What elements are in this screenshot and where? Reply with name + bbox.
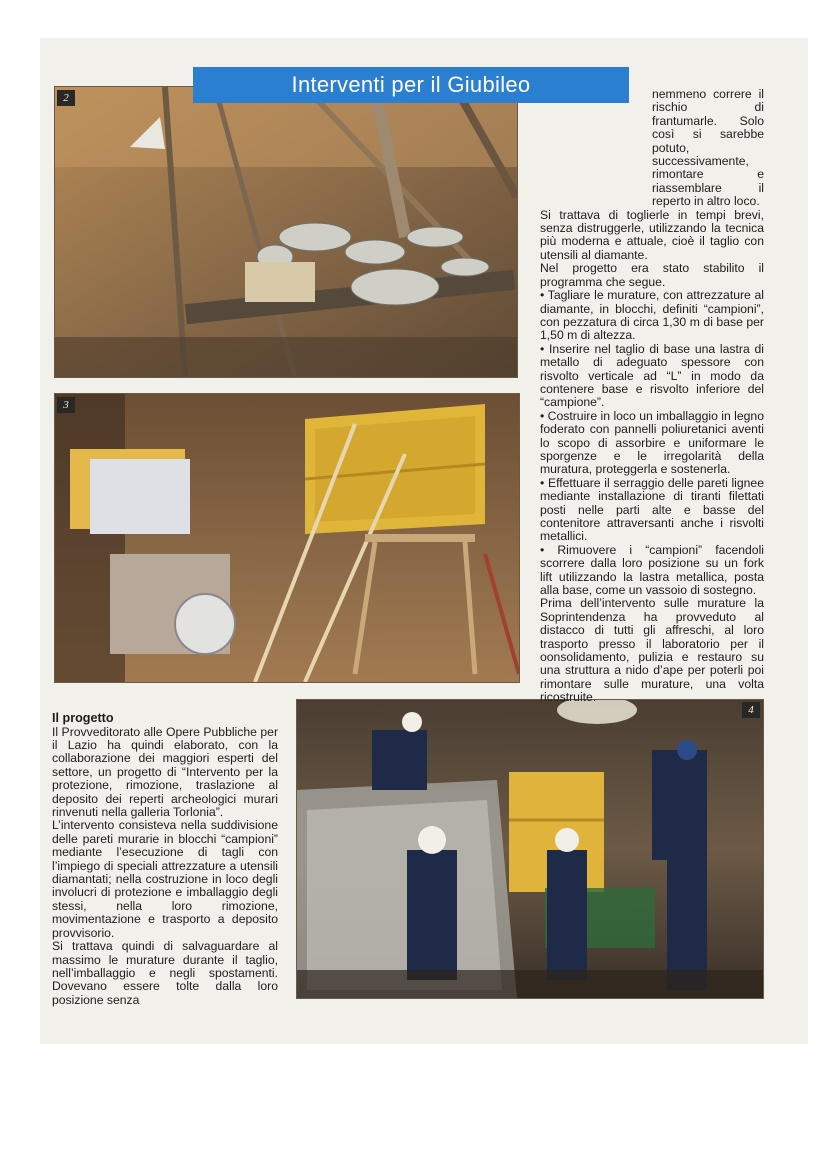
section-heading: Il progetto [52,711,114,725]
photo-workers-moving-block [296,699,764,999]
photo-number: 3 [57,397,75,413]
photo-diamond-saw [54,86,518,378]
photo-packing-frame [54,393,520,683]
paragraph: L’intervento consisteva nella suddivisione delle pareti murarie in blocchi “campioni” mediante l’esecuzione di tagli con l’impiego di speciali attrezzature a utensili diamantati; nella costruzione in loco degli involucri di protezione e imballaggio degli stessi, nella loro rimozione, movimentazione e trasporto a deposito provvisorio. [52,818,278,940]
paragraph: Si trattava di toglierle in tempi brevi, senza distruggerle, utilizzando la tecnica più moderna e attuale, cioè il taglio con utensili al diamante. [540,207,764,262]
list-item: • Rimuovere i “campioni” facendoli scorrere dalla loro posizione su un fork lift utilizzando la lastra metallica, posta alla base, come un vassoio di sostegno. [540,542,764,598]
paragraph: Nel progetto era stato stabilito il programma che segue. [540,261,764,289]
photo-packing-frame-image [55,394,519,682]
photo-number: 2 [57,90,75,106]
list-item: • Costruire in loco un imballaggio in legno foderato con pannelli poliuretanici aventi lo scopo di assorbire e uniformare le sporgenze e le irregolarità della muratura, proteggerla e sostenerla. [540,408,764,477]
left-text-column [52,712,278,1007]
paragraph: Prima dell’intervento sulle murature la Soprintendenza ha provveduto al distacco di tutti gli affreschi, al loro trasporto presso il laboratorio per il oonsolidamento, pulizia e restauro su una struttura a nido d’ape per poterli poi rimontare sulle murature, una volta ricostruite. [540,596,764,705]
section-banner: Interventi per il Giubileo [193,67,629,103]
paragraph: nemmeno correre il rischio di frantumarle. Solo così si sarebbe potuto, successivamente, rimontare e riassemblare il reperto in altro loco. [652,87,764,209]
list-item: • Tagliare le murature, con attrezzature al diamante, in blocchi, definiti “campioni”, con pezzatura di circa 1,30 m di base per 1,50 m di altezza. [540,288,764,343]
photo-number: 4 [742,702,760,718]
list-item: • Inserire nel taglio di base una lastra di metallo di adeguato spessore con risvolto verticale ad “L” in modo da contenere base e risvolto inferiore del “campione”. [540,341,764,410]
list-item: • Effettuare il serraggio delle pareti lignee mediante installazione di tiranti filettati posti nelle parti alte e basse del contenitore attraversanti anche i risvolti metallici. [540,475,764,544]
right-text-column [540,88,764,705]
photo-diamond-saw-image [55,87,517,377]
photo-workers-image [297,700,763,998]
paragraph: Il Provveditorato alle Opere Pubbliche per il Lazio ha quindi elaborato, con la collaborazione dei maggiori esperti del settore, un progetto di “Intervento per la protezione, rimozione, traslazione al deposito dei reperti archeologici murari rinvenuti nella galleria Torlonia”. [52,724,278,820]
paragraph: Si trattava quindi di salvaguardare al massimo le murature durante il taglio, nell’imballaggio e negli spostamenti. Dovevano essere tolte dalla loro posizione senza [52,939,278,1007]
